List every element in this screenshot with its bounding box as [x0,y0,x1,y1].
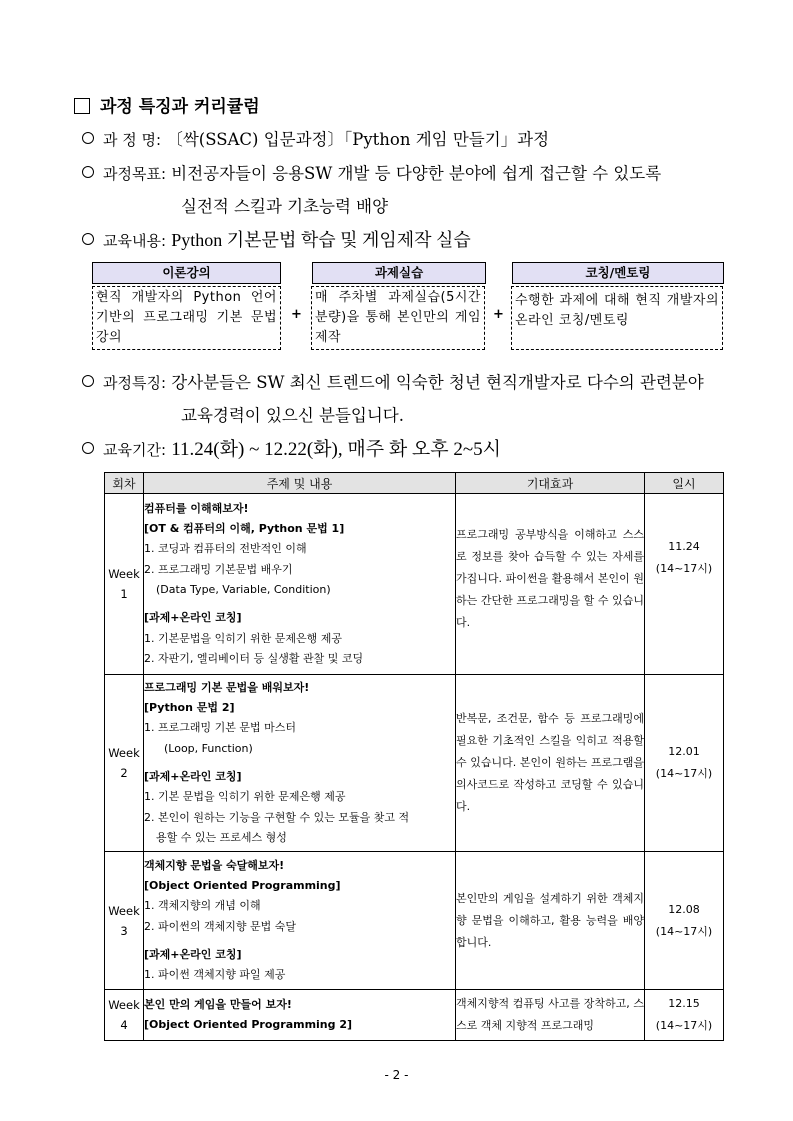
topic-item: 2. 자판기, 엘리베이터 등 실생활 관찰 및 코딩 [144,651,364,665]
checkbox-square-icon [74,98,90,114]
flow-practice-title: 과제실습 [312,262,486,284]
course-content-value: Python 기본문법 학습 및 게임제작 실습 [171,230,471,250]
topic-item: 1. 기본 문법을 익히기 위한 문제은행 제공 [144,790,346,804]
week-label: Week [108,567,140,581]
effect-cell: 본인만의 게임을 설계하기 위한 객체지향 문법을 이해하고, 활용 능력을 배양합니다. [456,852,645,990]
plus-icon: + [493,307,504,322]
topic-cell [144,852,456,990]
flow-theory-desc: 현직 개발자의 Python 언어 기반의 프로그래밍 기본 문법 강의 [92,286,281,350]
date-value: 12.08 [668,902,700,916]
week-number: 1 [120,587,128,601]
course-period-row [82,434,501,461]
header-session: 회차 [105,473,144,494]
flow-coaching-title: 코칭/멘토링 [512,262,724,284]
effect-cell: 객체지향적 컴퓨팅 사고를 장착하고, 스스로 객체 지향적 프로그래밍 [456,990,645,1041]
header-topic: 주제 및 내용 [144,473,456,494]
week-cell [105,675,144,852]
circle-bullet-icon [82,375,94,387]
topic-subtitle: [Object Oriented Programming 2] [144,1018,353,1031]
time-value: (14~17시) [655,562,713,575]
table-header-row [105,473,724,494]
topic-assignment-title: [과제+온라인 코칭] [144,770,242,783]
topic-title: 프로그래밍 기본 문법을 배워보자! [144,680,310,694]
week-cell [105,852,144,990]
topic-item: 1. 프로그래밍 기본 문법 마스터 [144,721,296,735]
week-cell [105,990,144,1041]
table-row [105,852,724,990]
date-cell [645,990,724,1041]
page-number: - 2 - [384,1068,409,1082]
week-label: Week [108,998,140,1012]
topic-title: 객체지향 문법을 숙달해보자! [144,858,285,872]
topic-item: (Data Type, Variable, Condition) [156,583,331,596]
curriculum-table [104,472,724,1041]
week-label: Week [108,903,140,918]
topic-item: 1. 객체지향의 개념 이해 [144,899,261,913]
date-cell [645,675,724,852]
section-heading [74,92,260,117]
topic-item: 1. 기본문법을 익히기 위한 문제은행 제공 [144,631,342,645]
course-content-label: 교육내용: [103,232,167,250]
circle-bullet-icon [82,166,94,178]
topic-cell [144,675,456,852]
course-goal-row [82,160,661,184]
topic-item: 1. 파이썬 객체지향 파일 제공 [144,968,286,982]
course-goal-label: 과정목표: [103,165,167,183]
header-date: 일시 [645,473,724,494]
topic-assignment-title: [과제+온라인 코칭] [144,947,242,961]
table-row [105,675,724,852]
table-row [105,494,724,675]
effect-cell: 반복문, 조건문, 함수 등 프로그래밍에 필요한 기초적인 스킬을 익히고 적용할 수 있습니다. 본인이 원하는 프로그램을 의사코드로 작성하고 코딩할 수 있습니다. [456,675,645,852]
course-feature-line1: 강사분들은 SW 최신 트렌드에 익숙한 청년 현직개발자로 다수의 관련분야 [171,373,704,392]
course-name-value: 〔싹(SSAC) 입문과정〕「Python 게임 만들기」과정 [166,130,550,149]
topic-item: 2. 파이썬의 객체지향 문법 숙달 [144,919,296,933]
effect-cell: 프로그래밍 공부방식을 이해하고 스스로 정보를 찾아 습득할 수 있는 자세를 가집니다. 파이썬을 활용해서 본인이 원하는 간단한 프로그래밍을 할 수 있습니다. [456,494,645,675]
week-label: Week [108,746,140,760]
topic-item: 2. 프로그래밍 기본문법 배우기 [144,562,293,576]
course-feature-row [82,369,704,393]
topic-cell [144,990,456,1041]
topic-assignment-title: [과제+온라인 코칭] [144,611,242,625]
course-feature-label: 과정특징: [103,374,167,392]
circle-bullet-icon [82,233,94,245]
time-value: (14~17시) [655,1019,713,1032]
topic-cell [144,494,456,675]
topic-title: 컴퓨터를 이해해보자! [144,501,249,515]
week-number: 3 [120,923,128,938]
week-number: 4 [120,1018,128,1032]
course-name-row [82,126,549,150]
date-cell [645,852,724,990]
circle-bullet-icon [82,442,94,454]
week-cell [105,494,144,675]
topic-subtitle: [OT & 컴퓨터의 이해, Python 문법 1] [144,522,345,536]
flow-theory-title: 이론강의 [92,262,281,284]
topic-item: 1. 코딩과 컴퓨터의 전반적인 이해 [144,542,307,556]
flow-coaching-desc: 수행한 과제에 대해 현직 개발자의 온라인 코칭/멘토링 [511,286,723,350]
circle-bullet-icon [82,132,94,144]
date-value: 11.24 [668,540,700,553]
header-effect: 기대효과 [456,473,645,494]
topic-subtitle: [Python 문법 2] [144,701,235,715]
week-number: 2 [120,766,128,780]
course-content-row [82,226,471,252]
topic-title: 본인 만의 게임을 만들어 보자! [144,997,292,1011]
course-period-label: 교육기간: [103,441,167,459]
time-value: (14~17시) [655,767,713,780]
date-cell [645,494,724,675]
course-period-value: 11.24(화) ~ 12.22(화), 매주 화 오후 2~5시 [171,439,502,460]
time-value: (14~17시) [655,924,713,938]
flow-practice-desc: 매 주차별 과제실습(5시간 분량)을 통해 본인만의 게임 제작 [311,286,485,350]
topic-item: 용할 수 있는 프로세스 형성 [156,830,287,844]
table-row [105,990,724,1041]
course-feature-line2: 교육경력이 있으신 분들입니다. [181,406,404,425]
course-name-label: 과 정 명: [103,131,162,149]
topic-item: 2. 본인이 원하는 기능을 구현할 수 있는 모듈을 찾고 적 [144,810,410,824]
date-value: 12.15 [668,997,700,1010]
date-value: 12.01 [668,745,700,758]
plus-icon: + [291,307,302,322]
course-goal-line2: 실전적 스킬과 기초능력 배양 [181,197,389,216]
topic-subtitle: [Object Oriented Programming] [144,878,341,892]
course-goal-line1: 비전공자들이 응용SW 개발 등 다양한 분야에 쉽게 접근할 수 있도록 [171,164,662,183]
topic-item: (Loop, Function) [164,741,253,755]
section-title: 과정 특징과 커리큘럼 [100,97,260,117]
